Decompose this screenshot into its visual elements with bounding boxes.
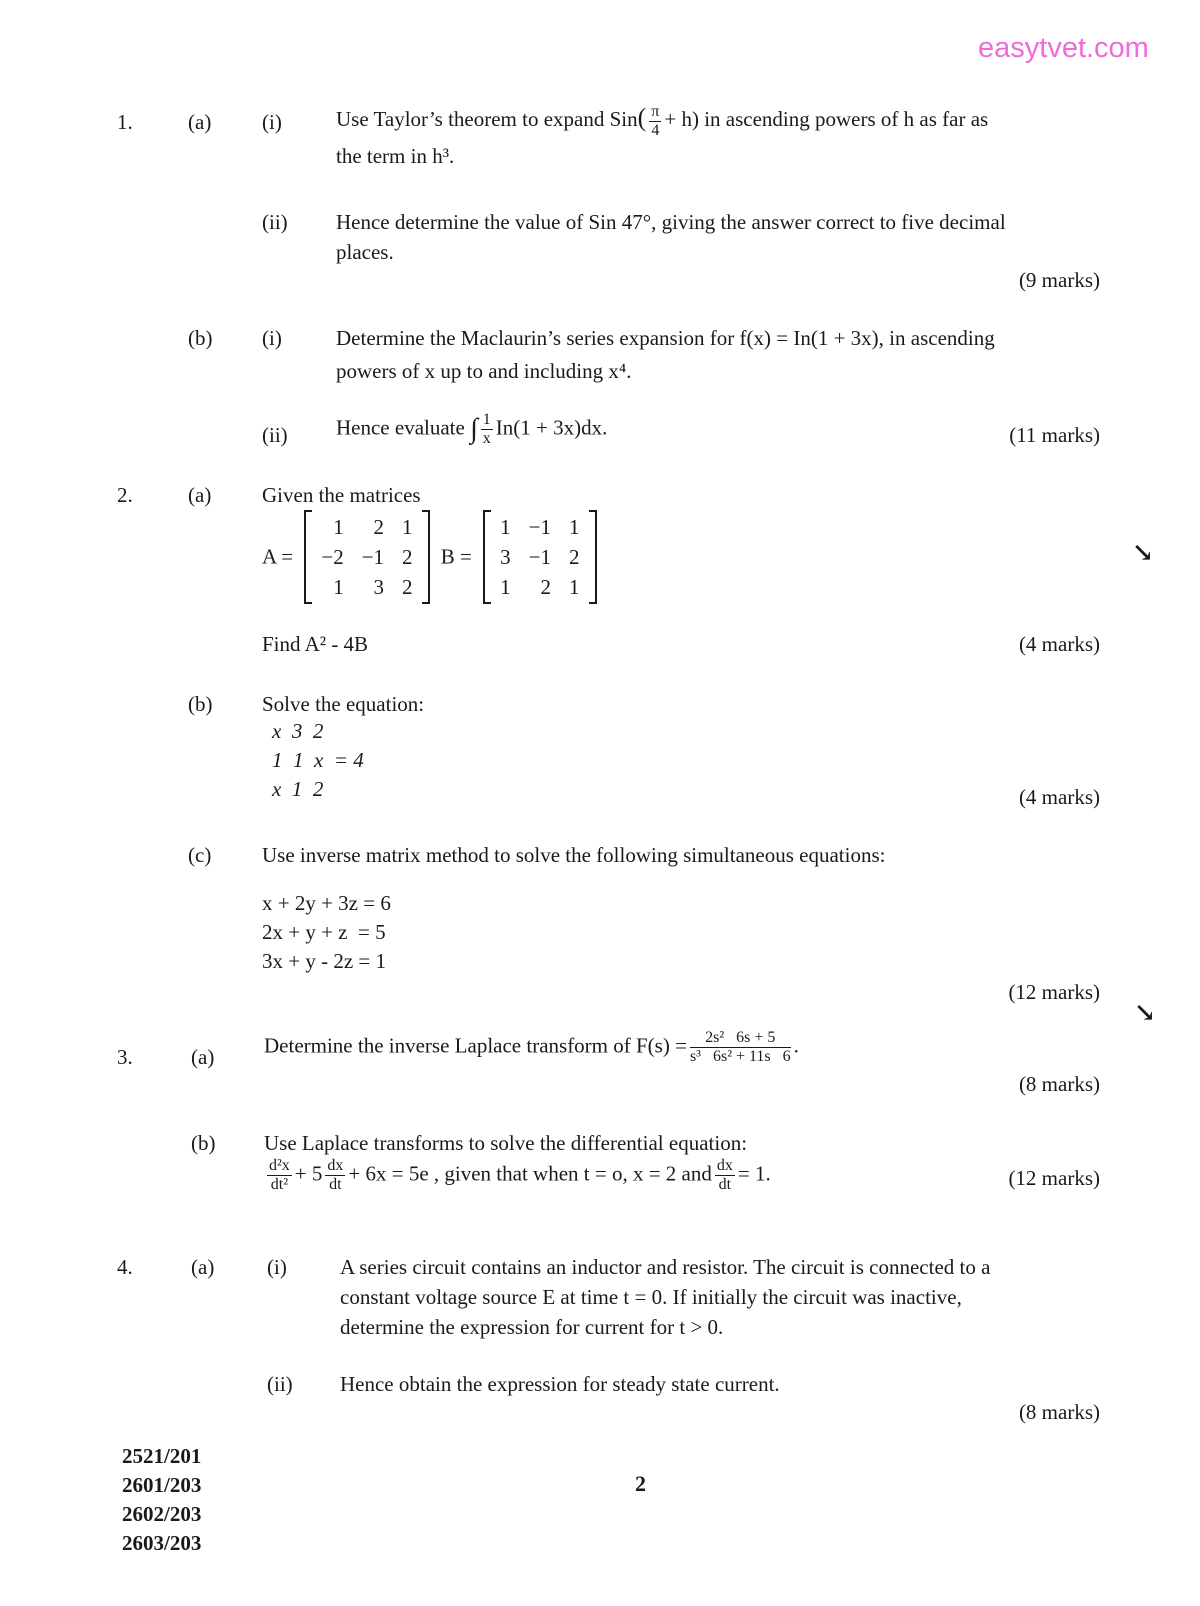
q3b-frac-num: dx <box>716 1157 733 1174</box>
q1ai-fraction <box>649 104 661 139</box>
margin-tick-mark: ↘ <box>1132 538 1154 567</box>
q3a-fraction <box>690 1030 791 1065</box>
paper-code: 2601/203 <box>122 1473 202 1497</box>
matrix-cell: 1 <box>569 574 580 599</box>
paper-code: 2602/203 <box>122 1502 202 1526</box>
q3a-frac-num: 2s² 6s + 5 <box>690 1030 791 1048</box>
q1bii-text-pre: Hence evaluate <box>336 415 465 440</box>
q2b-intro: Solve the equation: <box>262 692 425 716</box>
q1b-label: (b) <box>188 326 213 350</box>
q1bii-text-post: In(1 + 3x)dx. <box>495 415 608 440</box>
q1bii-label: (ii) <box>262 423 288 447</box>
matrix-b-row <box>491 512 588 542</box>
q3b-frac-den: dt <box>329 1176 342 1193</box>
q3b-first-derivative <box>325 1158 345 1193</box>
q2c-label: (c) <box>188 843 212 867</box>
q2c-eq2: 2x + y + z = 5 <box>262 920 386 944</box>
matrix-b-row <box>491 572 588 602</box>
q2c-marks: (12 marks) <box>1008 980 1100 1004</box>
q2c-eq1: x + 2y + 3z = 6 <box>262 891 391 915</box>
matrix-b-label: B = <box>440 544 472 569</box>
q3b-label: (b) <box>191 1131 216 1155</box>
q3a-text-post: . <box>793 1033 799 1058</box>
q2b-row2: 1 1 x = 4 <box>272 748 364 772</box>
matrix-cell: 3 <box>500 544 511 569</box>
matrix-b <box>483 510 596 604</box>
q1ai-text-post: + h) in ascending powers of h as far as <box>664 107 989 131</box>
q4ai-line1: A series circuit contains an inductor and resistor. The circuit is connected to a <box>340 1255 991 1279</box>
q4ai-line2: constant voltage source E at time t = 0. If initially the circuit was inactive, <box>340 1285 962 1309</box>
page-number: 2 <box>635 1471 646 1496</box>
matrix-a-label: A = <box>262 544 294 569</box>
q4aii-label: (ii) <box>267 1372 293 1396</box>
q4-number: 4. <box>117 1255 133 1279</box>
q2a-matrices <box>262 510 603 604</box>
matrix-cell: 1 <box>500 514 511 539</box>
matrix-a-row <box>312 512 421 542</box>
q2b-label: (b) <box>188 692 213 716</box>
q1bii-frac-num: 1 <box>482 411 491 428</box>
q1ai-line1 <box>336 103 988 139</box>
q2a-intro: Given the matrices <box>262 483 421 507</box>
q3b-frac-num: dx <box>327 1157 344 1174</box>
q1bii-line <box>336 412 607 447</box>
q3b-end-text: = 1. <box>737 1161 771 1186</box>
q2b-row1: x 3 2 <box>272 719 324 743</box>
q2a-find: Find A² - 4B <box>262 632 369 656</box>
q3-number: 3. <box>117 1045 133 1069</box>
matrix-cell: 2 <box>402 544 413 569</box>
q1aii-label: (ii) <box>262 210 288 234</box>
matrix-cell: 2 <box>402 574 413 599</box>
q3b-plus5: + 5 <box>294 1161 323 1186</box>
q3b-frac-num: d²x <box>269 1157 290 1174</box>
q3b-initial-derivative <box>715 1158 735 1193</box>
matrix-cell: −1 <box>528 544 551 569</box>
matrix-cell: 1 <box>500 574 511 599</box>
matrix-a <box>304 510 429 604</box>
q2c-intro: Use inverse matrix method to solve the following simultaneous equations: <box>262 843 886 867</box>
q1aii-line1: Hence determine the value of Sin 47°, giving the answer correct to five decimal <box>336 210 1006 234</box>
q1a-label: (a) <box>188 110 212 134</box>
q3b-intro: Use Laplace transforms to solve the differential equation: <box>264 1131 748 1155</box>
q3b-mid-text: + 6x = 5e , given that when t = o, x = 2 and <box>348 1161 712 1186</box>
q1bi-line2: powers of x up to and including x⁴. <box>336 359 632 383</box>
q1ai-label: (i) <box>262 110 282 134</box>
watermark: easytvet.com <box>978 32 1149 64</box>
q3b-second-derivative <box>267 1158 292 1193</box>
q3a-marks: (8 marks) <box>1018 1072 1100 1096</box>
q3b-frac-den: dt² <box>270 1176 289 1193</box>
q3a-text-pre: Determine the inverse Laplace transform of F(s) = <box>264 1033 687 1058</box>
q2b-row3: x 1 2 <box>272 777 324 801</box>
matrix-cell: 1 <box>569 514 580 539</box>
q3a-line <box>264 1030 799 1065</box>
matrix-a-row <box>312 542 421 572</box>
q1bii-frac-den: x <box>482 430 491 447</box>
matrix-cell: 1 <box>333 574 344 599</box>
q1ai-frac-den: 4 <box>651 121 660 139</box>
q3a-label: (a) <box>191 1045 215 1069</box>
margin-tick-mark: ↘ <box>1134 998 1156 1027</box>
q2-number: 2. <box>117 483 133 507</box>
q1ai-frac-num: π <box>651 102 660 120</box>
q4aii-line1: Hence obtain the expression for steady state current. <box>340 1372 780 1396</box>
q1a-marks: (9 marks) <box>1018 268 1100 292</box>
q1-number: 1. <box>117 110 133 134</box>
matrix-b-row <box>491 542 588 572</box>
matrix-cell: 1 <box>333 514 344 539</box>
matrix-cell: −1 <box>361 544 385 569</box>
q4a-label: (a) <box>191 1255 215 1279</box>
matrix-cell: 2 <box>540 574 551 599</box>
q3a-frac-den: s³ 6s² + 11s 6 <box>689 1048 791 1065</box>
q4ai-label: (i) <box>267 1255 287 1279</box>
matrix-cell: −1 <box>528 514 551 539</box>
matrix-cell: 2 <box>569 544 580 569</box>
q2a-marks: (4 marks) <box>1018 632 1100 656</box>
matrix-cell: −2 <box>321 544 344 569</box>
paper-code: 2521/201 <box>122 1444 202 1468</box>
q1b-marks: (11 marks) <box>1009 423 1100 447</box>
matrix-cell: 1 <box>402 514 413 539</box>
q1bi-label: (i) <box>262 326 282 350</box>
paper-code: 2603/203 <box>122 1531 202 1555</box>
q1bi-line1: Determine the Maclaurin’s series expansion for f(x) = In(1 + 3x), in ascending <box>336 326 995 350</box>
q3b-marks: (12 marks) <box>1008 1166 1100 1190</box>
q3b-frac-den: dt <box>718 1176 732 1193</box>
q4a-marks: (8 marks) <box>1018 1400 1100 1424</box>
q1aii-line2: places. <box>336 240 394 264</box>
q1ai-text-pre: Use Taylor’s theorem to expand Sin <box>336 107 638 131</box>
q1ai-open-paren: ( <box>637 103 647 132</box>
q4ai-line3: determine the expression for current for t > 0. <box>340 1315 724 1339</box>
integral-sign: ∫ <box>470 413 478 445</box>
matrix-cell: 2 <box>373 514 385 539</box>
q1bii-fraction <box>481 412 493 447</box>
matrix-cell: 3 <box>373 574 385 599</box>
q3b-equation <box>264 1158 771 1193</box>
matrix-a-row <box>312 572 421 602</box>
q2c-eq3: 3x + y - 2z = 1 <box>262 949 387 973</box>
q1ai-line2: the term in h³. <box>336 144 455 168</box>
q2b-marks: (4 marks) <box>1018 785 1100 809</box>
q2a-label: (a) <box>188 483 212 507</box>
